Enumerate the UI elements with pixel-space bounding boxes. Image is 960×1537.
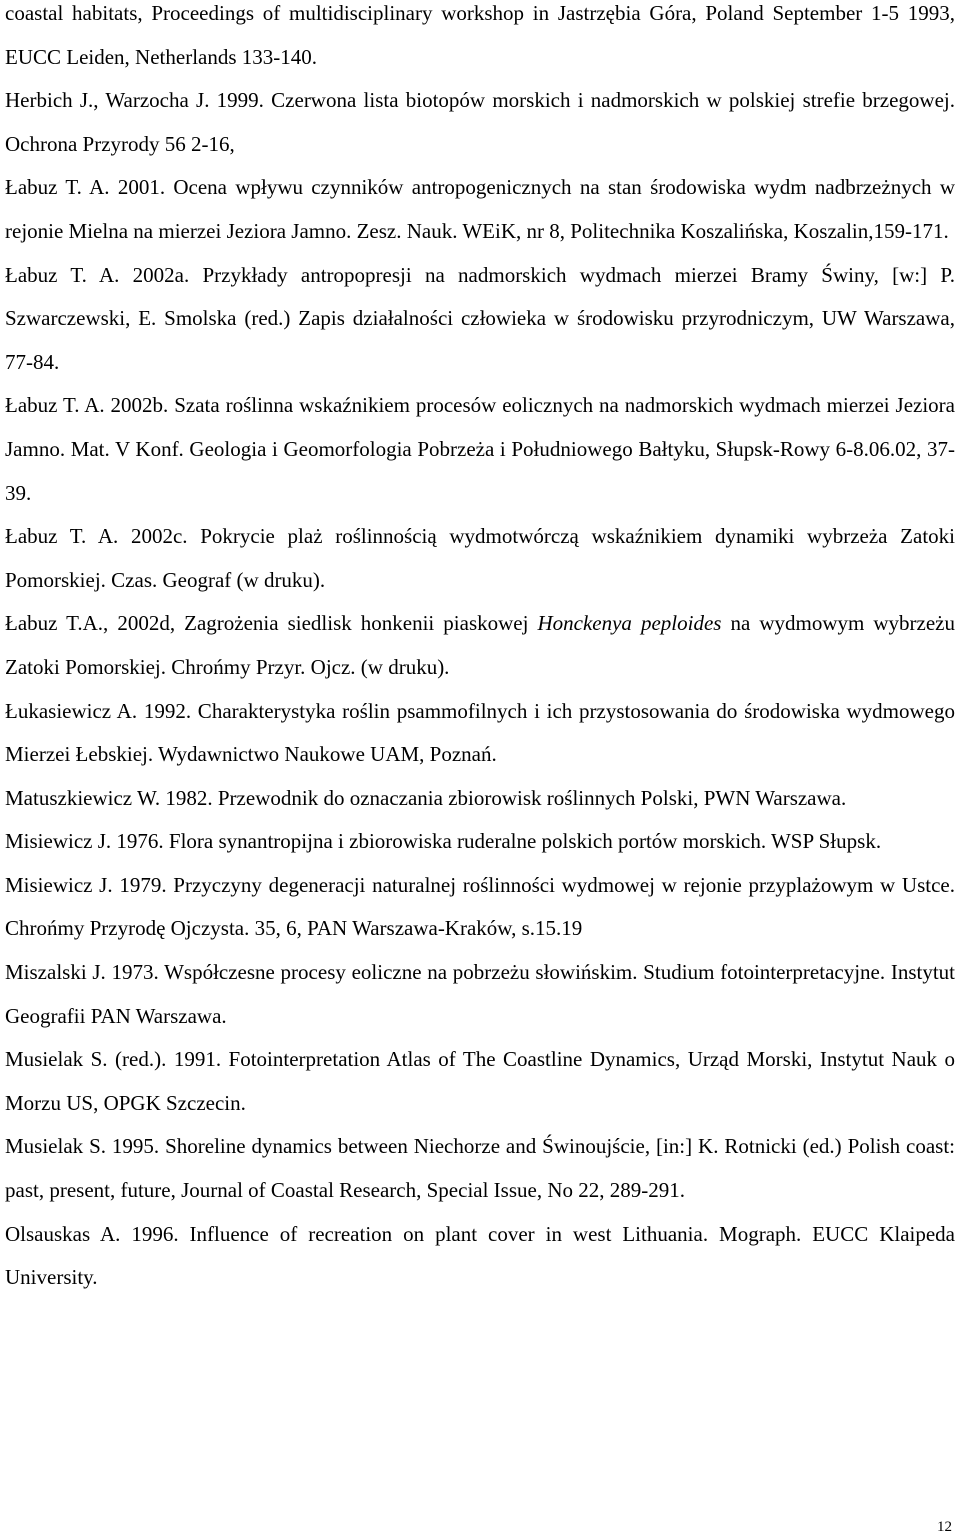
- reference-entry: Musielak S. (red.). 1991. Fotointerpretation Atlas of The Coastline Dynamics, Urząd Morski, Instytut Nauk o Morzu US, OPGK Szczecin.: [5, 1047, 955, 1115]
- reference-list: [5, 0, 955, 1300]
- reference-entry: coastal habitats, Proceedings of multidisciplinary workshop in Jastrzębia Góra, Poland September 1-5 1993, EUCC Leiden, Netherlands 133-140.: [5, 1, 955, 69]
- reference-text: na wydmowym wybrzeżu Zatoki Pomorskiej. Chrońmy Przyr. Ojcz. (w druku).: [5, 611, 955, 679]
- reference-entry: Łabuz T. A. 2001. Ocena wpływu czynników antropogenicznych na stan środowiska wydm nadbrzeżnych w rejonie Mielna na mierzei Jeziora Jamno. Zesz. Nauk. WEiK, nr 8, Politechnika Koszalińska, Koszalin,159-171.: [5, 175, 955, 243]
- reference-entry: Matuszkiewicz W. 1982. Przewodnik do oznaczania zbiorowisk roślinnych Polski, PWN Warszawa.: [5, 785, 847, 810]
- reference-entry: Misiewicz J. 1976. Flora synantropijna i zbiorowiska ruderalne polskich portów morskich. WSP Słupsk.: [5, 829, 882, 854]
- reference-entry: Musielak S. 1995. Shoreline dynamics between Niechorze and Świnoujście, [in:] K. Rotnicki (ed.) Polish coast: past, present, future, Journal of Coastal Research, Special Issue, No 22, 289-291.: [5, 1134, 955, 1203]
- reference-entry: Łukasiewicz A. 1992. Charakterystyka roślin psammofilnych i ich przystosowania do środowiska wydmowego Mierzei Łebskiej. Wydawnictwo Naukowe UAM, Poznań.: [5, 698, 955, 767]
- reference-entry: [5, 602, 955, 689]
- reference-entry: Łabuz T. A. 2002b. Szata roślinna wskaźnikiem procesów eolicznych na nadmorskich wydmach mierzei Jeziora Jamno. Mat. V Konf. Geologia i Geomorfologia Pobrzeża i Południowego Bałtyku, Słupsk-Rowy 6-8.06.02, 37-39.: [5, 393, 955, 505]
- reference-entry: Łabuz T. A. 2002c. Pokrycie plaż roślinnością wydmotwórczą wskaźnikiem dynamiki wybrzeża Zatoki Pomorskiej. Czas. Geograf (w druku).: [5, 524, 955, 592]
- reference-entry: Olsauskas A. 1996. Influence of recreation on plant cover in west Lithuania. Mograph. EUCC Klaipeda University.: [5, 1221, 955, 1290]
- reference-entry: Herbich J., Warzocha J. 1999. Czerwona lista biotopów morskich i nadmorskich w polskiej strefie brzegowej. Ochrona Przyrody 56 2-16,: [5, 88, 955, 156]
- species-name: Honckenya peploides: [537, 611, 722, 636]
- reference-text: Łabuz T.A., 2002d, Zagrożenia siedlisk honkenii piaskowej: [5, 611, 538, 636]
- reference-entry: Misiewicz J. 1979. Przyczyny degeneracji naturalnej roślinności wydmowej w rejonie przyplażowym w Ustce. Chrońmy Przyrodę Ojczysta. 35, 6, PAN Warszawa-Kraków, s.15.19: [5, 872, 955, 941]
- reference-entry: Łabuz T. A. 2002a. Przykłady antropopresji na nadmorskich wydmach mierzei Bramy Świny, [w:] P. Szwarczewski, E. Smolska (red.) Zapis działalności człowieka w środowisku przyrodniczym, UW Warszawa, 77-84.: [5, 262, 955, 374]
- reference-entry: Miszalski J. 1973. Współczesne procesy eoliczne na pobrzeżu słowińskim. Studium fotointerpretacyjne. Instytut Geografii PAN Warszawa.: [5, 960, 955, 1028]
- page-number: 12: [937, 1519, 952, 1535]
